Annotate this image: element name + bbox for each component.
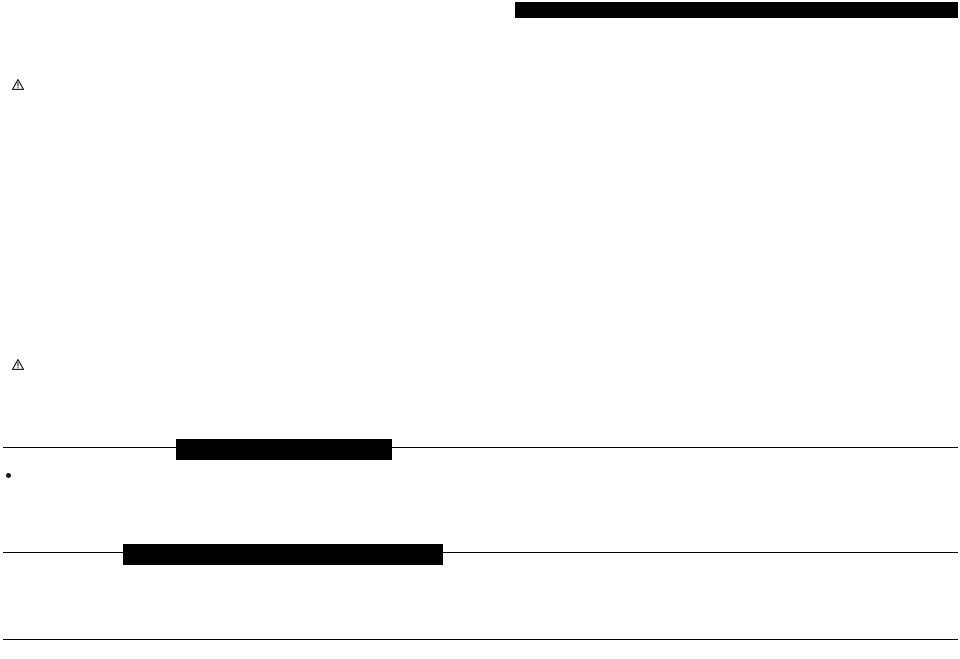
hydraulic-section <box>4 79 444 91</box>
power-heading <box>12 359 444 370</box>
footer-rule <box>3 639 958 640</box>
assembly-top-rule <box>3 447 958 448</box>
hydraulic-heading <box>12 79 444 90</box>
warranty-section <box>517 20 957 31</box>
power-section <box>4 359 444 371</box>
warning-triangle-icon <box>12 359 24 370</box>
warranty-heading <box>515 2 958 18</box>
warning-triangle-icon <box>12 79 24 90</box>
assembly-heading <box>176 439 392 460</box>
handling-heading <box>123 544 443 565</box>
